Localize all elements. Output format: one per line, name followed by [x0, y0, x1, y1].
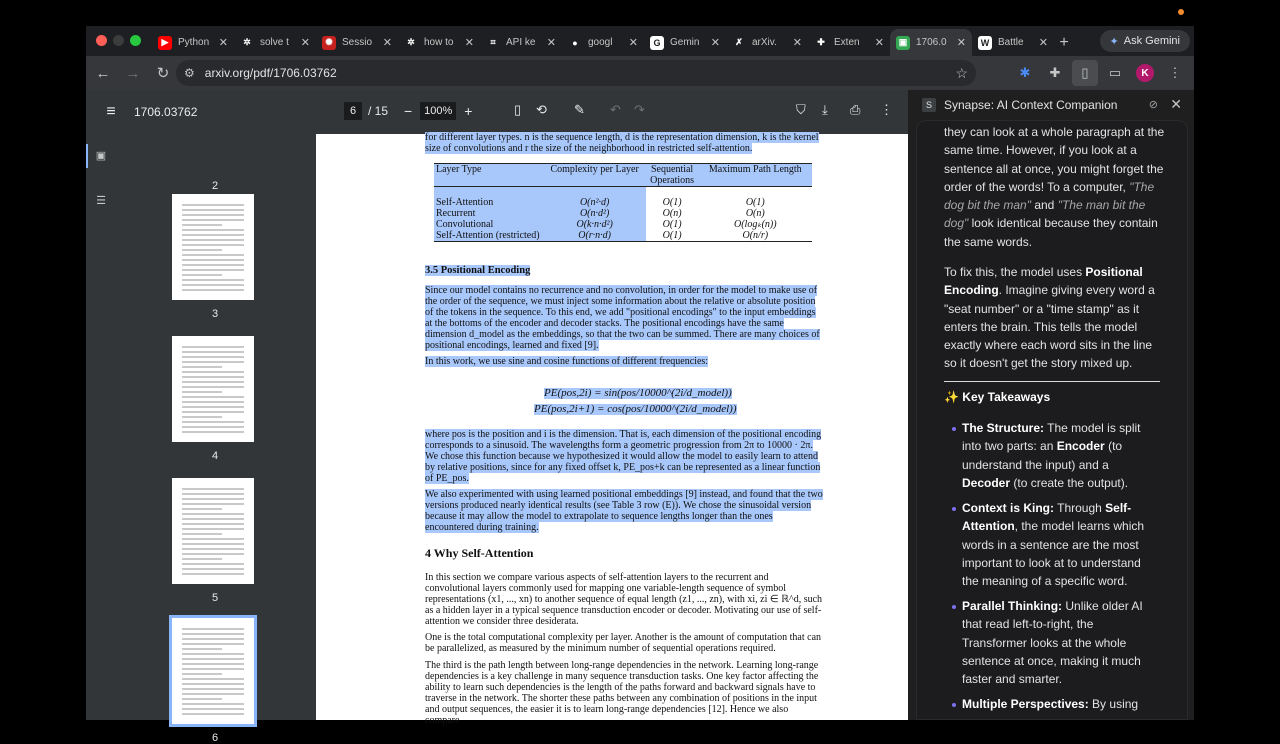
summary-paragraph: To fix this, the model uses Positional Encoding. Imagine giving every word a "seat number" or a "time stamp" as it enters the brain. This tells the model exactly where each word sits in the line so it doesn't get the story mixed up.	[944, 265, 1155, 371]
tab-close-icon[interactable]: ✕	[218, 37, 228, 49]
outline-icon[interactable]: ☰	[96, 195, 106, 207]
thumbnail-page-number: 6	[211, 732, 219, 744]
table-cell: O(r·n·d)	[544, 230, 646, 241]
minimize-window-button[interactable]	[113, 35, 124, 46]
more-menu-icon[interactable]: ⋮	[1168, 65, 1182, 80]
complexity-table	[434, 163, 812, 242]
thumbnail-page-number: 3	[211, 308, 219, 320]
google-icon: G	[650, 36, 664, 50]
toolbar-actions	[1012, 60, 1188, 86]
takeaway-text: (to understand the input) and a	[962, 439, 1123, 472]
openai-api-icon: ⌗	[486, 36, 500, 50]
table-cell: O(n)	[662, 208, 682, 219]
tab-close-icon[interactable]: ✕	[300, 37, 310, 49]
tab-close-icon[interactable]: ✕	[710, 37, 720, 49]
pdf-toolbar	[86, 90, 908, 134]
paragraph: The third is the path length between long-range dependencies in the network. Learning long-range dependencies is a key challenge in many sequence transduction tasks. One key factor affecting the ability to learn such dependencies is the length of the paths forward and backward signals have to traverse in the network. The shorter these paths between any combination of positions in the input and output sequences, the easier it is to learn long-range dependencies [12]. Hence we also compare	[425, 660, 819, 726]
tab-title: Gemin	[670, 37, 700, 48]
tab-close-icon[interactable]: ✕	[956, 37, 966, 49]
table-cell: O(1)	[662, 219, 682, 230]
download-icon[interactable]: ⤓	[822, 102, 828, 117]
table-cell: Self-Attention	[434, 187, 544, 209]
tab-title: Python	[178, 37, 210, 48]
paragraph: In this work, we use sine and cosine functions of different frequencies:	[425, 356, 709, 367]
wikipedia-icon: W	[978, 36, 992, 50]
table-cell: O(n/r)	[742, 230, 769, 241]
paragraph: where pos is the position and i is the dimension. That is, each dimension of the positional encoding corresponds to a sinusoid. The wavelengths form a geometric progression from 2π to 10000 · 2π. We chose this function because we hypothesized it would allow the model to easily learn to attend by relative positions, since for any fixed offset k, PE_pos+k can be represented as a linear function of PE_pos.	[425, 429, 822, 484]
tab-5[interactable]	[562, 29, 644, 56]
reload-icon[interactable]: ↻	[156, 65, 170, 82]
table-row	[434, 219, 812, 230]
summary-paragraph: they can look at a whole paragraph at the same time. However, if you look at a sentence all at once, you might forget the order of the words! To a computer, "The dog bit the man" and "The man bit the dog" look identical because they contain the same words.	[944, 125, 1165, 249]
tabs	[152, 29, 1074, 56]
side-panel-title: Synapse: AI Context Companion	[944, 98, 1118, 112]
ask-gemini-button[interactable]	[1100, 30, 1190, 52]
chatgpt-icon: ✲	[404, 36, 418, 50]
table-cell: O(n)	[745, 208, 765, 219]
pdf-page	[316, 132, 908, 726]
table-cell: Recurrent	[434, 208, 544, 219]
takeaway-text: Self-Attention	[962, 501, 1132, 534]
paragraph: One is the total computational complexity per layer. Another is the amount of computation that can be parallelized, as measured by the minimum number of sequential operations required.	[425, 632, 822, 654]
tab-3[interactable]	[398, 29, 480, 56]
address-bar[interactable]	[176, 60, 976, 86]
table-cell: O(1)	[745, 197, 765, 208]
table-row	[434, 187, 812, 209]
ask-gemini-label: Ask Gemini	[1123, 35, 1180, 47]
bullet-icon	[952, 605, 956, 609]
cast-icon[interactable]: ▭	[1108, 65, 1122, 80]
zoom-controls	[404, 102, 472, 120]
takeaway-text: Decoder	[962, 475, 1011, 490]
print-icon[interactable]: ⎙	[850, 102, 861, 117]
table-row	[434, 208, 812, 219]
tab-close-icon[interactable]: ✕	[546, 37, 556, 49]
bullet-icon	[952, 427, 956, 431]
table-header: Sequential Operations	[646, 164, 699, 187]
tab-strip	[86, 26, 1194, 56]
tab-close-icon[interactable]: ✕	[874, 37, 884, 49]
table-cell: Convolutional	[434, 219, 544, 230]
zoom-out-icon[interactable]: −	[404, 103, 413, 119]
extension-icon[interactable]: ✱	[1019, 65, 1031, 80]
takeaway-text: , the model learns which words in a sentence are the most important to look at to understand the meaning of a specific word.	[962, 519, 1145, 589]
tab-title: API ke	[506, 37, 536, 48]
site-settings-icon[interactable]: ⚙	[184, 66, 195, 80]
page-thumbnail[interactable]	[172, 618, 254, 724]
takeaway-text: Encoder	[1056, 439, 1105, 454]
hamburger-menu-icon[interactable]: ≡	[106, 103, 116, 120]
browser-window	[86, 26, 1194, 744]
bullet-icon	[952, 507, 956, 511]
pdf-viewer[interactable]	[316, 132, 908, 726]
zoom-in-icon[interactable]: +	[464, 103, 473, 119]
rail-selection-indicator	[86, 144, 88, 168]
paragraph: In this section we compare various aspects of self-attention layers to the recurrent and convolutional layers commonly used for mapping one variable-length sequence of symbol representations (x1, ..., xn) to another sequence of equal length (z1, ..., zn), with xi, zi ∈ ℝ^d, such as a hidden layer in a typical sequence transduction encoder or decoder. Motivating our use of self-attention we consider three desiderata.	[425, 572, 823, 627]
thumbnail-panel	[114, 134, 316, 744]
close-icon[interactable]: ✕	[1170, 96, 1182, 112]
table-cell: O(logₖ(n))	[733, 219, 777, 230]
rotate-icon[interactable]: ⟲	[536, 102, 547, 117]
url-text[interactable]: arxiv.org/pdf/1706.03762	[204, 66, 337, 80]
save-with-annotations-icon[interactable]: ⛉	[796, 102, 806, 117]
extensions-puzzle-icon[interactable]: ✚	[1049, 65, 1061, 80]
table-cell: O(1)	[662, 197, 682, 208]
tab-4[interactable]	[480, 29, 562, 56]
table-cell: O(1)	[662, 230, 682, 241]
back-icon[interactable]: ←	[95, 64, 111, 82]
tab-title: how to	[424, 37, 454, 48]
tab-6[interactable]	[644, 29, 726, 56]
equation-cos: PE(pos,2i+1) = cos(pos/10000^(2i/d_model))	[534, 403, 737, 415]
takeaway-text: Multiple Perspectives:	[962, 697, 1089, 711]
section-4-heading: 4 Why Self-Attention	[425, 546, 534, 560]
page-total: / 15	[368, 104, 389, 118]
unpin-icon[interactable]: ⊘	[1148, 99, 1158, 111]
takeaway-text: Parallel Thinking:	[962, 599, 1063, 613]
table-caption: for different layer types. n is the sequence length, d is the representation dimension, k is the kernel size of convolutions and r the size of the neighborhood in restricted self-attention.	[425, 132, 819, 154]
side-panel-icon[interactable]: ▯	[1072, 60, 1098, 86]
arxiv-icon: ✗	[732, 36, 746, 50]
redo-icon[interactable]: ↷	[634, 102, 645, 117]
pdf-icon: ▣	[896, 36, 910, 50]
forward-icon[interactable]: →	[125, 64, 141, 82]
table-cell: O(n·d²)	[544, 208, 646, 219]
zoom-level-input[interactable]: 100%	[420, 102, 456, 120]
page-thumbnail[interactable]	[172, 478, 254, 584]
recording-indicator	[1178, 9, 1184, 15]
tab-7[interactable]	[726, 29, 808, 56]
tab-close-icon[interactable]: ✕	[464, 37, 474, 49]
takeaway-text: (to create the output).	[1010, 475, 1129, 490]
avatar: K	[1136, 64, 1154, 82]
tab-9[interactable]	[890, 29, 972, 56]
side-panel-header	[908, 90, 1194, 120]
fit-page-icon[interactable]: ▯	[514, 102, 522, 117]
annotate-icon[interactable]: ✎	[574, 102, 585, 117]
summary-card	[916, 120, 1188, 720]
undo-icon[interactable]: ↶	[610, 102, 621, 117]
table-header-row	[434, 164, 812, 187]
chatgpt-icon: ✲	[240, 36, 254, 50]
tab-title: googl	[588, 37, 613, 48]
page-thumbnail[interactable]	[172, 194, 254, 300]
tab-title: solve t	[260, 37, 289, 48]
close-window-button[interactable]	[96, 35, 107, 46]
table-cell: O(n²·d)	[544, 187, 646, 209]
tab-title: arXiv.	[752, 37, 777, 48]
divider	[944, 381, 1160, 382]
github-icon: ●	[568, 36, 582, 50]
thumbnails-icon[interactable]: ▣	[95, 150, 107, 162]
tab-close-icon[interactable]: ✕	[382, 37, 392, 49]
takeaway-text: By using	[1088, 697, 1139, 711]
page-thumbnail[interactable]	[172, 336, 254, 442]
thumbnail-page-number: 2	[211, 180, 219, 192]
takeaway-item	[962, 499, 1158, 590]
tab-1[interactable]	[234, 29, 316, 56]
tab-close-icon[interactable]: ✕	[1038, 37, 1048, 49]
tab-title: Sessio	[342, 37, 373, 48]
synapse-side-panel	[908, 90, 1194, 720]
youtube-icon: ▶	[158, 36, 172, 50]
puzzle-icon: ✚	[814, 36, 828, 50]
takeaway-text: The Structure:	[962, 421, 1045, 435]
maximize-window-button[interactable]	[130, 35, 141, 46]
tab-0[interactable]	[152, 29, 234, 56]
table-header: Maximum Path Length	[699, 164, 812, 187]
table-header: Complexity per Layer	[544, 164, 646, 187]
tab-10[interactable]	[972, 29, 1054, 56]
thumbnail-page-number: 5	[211, 592, 219, 604]
thumbnail-page-number: 4	[211, 450, 219, 462]
takeaway-item	[962, 419, 1158, 492]
page-selector	[344, 102, 388, 120]
tab-title: 1706.0	[916, 37, 947, 48]
session-icon: ✺	[322, 36, 336, 50]
table-cell: Self-Attention (restricted)	[434, 230, 544, 241]
equation-sin: PE(pos,2i) = sin(pos/10000^(2i/d_model))	[544, 387, 732, 399]
window-controls	[96, 35, 141, 46]
pdf-file-name: 1706.03762	[134, 105, 198, 119]
pdf-more-icon[interactable]: ⋮	[880, 102, 893, 117]
page-number-input[interactable]: 6	[344, 102, 362, 120]
new-tab-button[interactable]: +	[1059, 33, 1069, 51]
browser-toolbar	[86, 56, 1194, 90]
paragraph: Since our model contains no recurrence and no convolution, in order for the model to make use of the order of the sequence, we must inject some information about the relative or absolute position of the tokens in the sequence. To this end, we add "positional encodings" to the input embeddings at the bottoms of the encoder and decoder stacks. The positional encodings have the same dimension d_model as the embeddings, so that the two can be summed. There are many choices of positional encodings, learned and fixed [9].	[425, 285, 820, 351]
takeaway-text: Unlike older AI that read left-to-right, the Transformer looks at the whole sentence at once, making it much faster and smarter.	[962, 599, 1143, 687]
paragraph: We also experimented with using learned positional embeddings [9] instead, and found that the two versions produced nearly identical results (see Table 3 row (E)). We chose the sinusoidal version because it may allow the model to extrapolate to sequence lengths longer than the ones encountered during training.	[425, 489, 823, 533]
takeaway-item	[962, 695, 1158, 713]
bullet-icon	[952, 703, 956, 707]
takeaway-item	[962, 597, 1158, 688]
synapse-logo-icon: S	[922, 98, 936, 112]
takeaway-text: Context is King:	[962, 501, 1054, 515]
pdf-sidebar-rail	[86, 134, 114, 720]
takeaway-text: Through	[1054, 501, 1106, 515]
table-cell: O(k·n·d²)	[544, 219, 646, 230]
gemini-sparkle-icon: ✦	[1109, 35, 1119, 48]
bookmark-star-icon[interactable]: ☆	[955, 64, 968, 81]
tab-title: Battle	[998, 37, 1024, 48]
tab-8[interactable]	[808, 29, 890, 56]
takeaway-text: The model is split into two parts: an	[962, 421, 1141, 454]
tab-2[interactable]	[316, 29, 398, 56]
key-takeaways-heading: ✨ Key Takeaways	[944, 390, 1051, 404]
section-3-5-heading: 3.5 Positional Encoding	[425, 265, 531, 276]
table-header: Layer Type	[434, 164, 544, 187]
profile-button[interactable]	[1132, 60, 1158, 86]
tab-title: Exten	[834, 37, 860, 48]
tab-close-icon[interactable]: ✕	[792, 37, 802, 49]
tab-close-icon[interactable]: ✕	[628, 37, 638, 49]
table-row	[434, 230, 812, 241]
